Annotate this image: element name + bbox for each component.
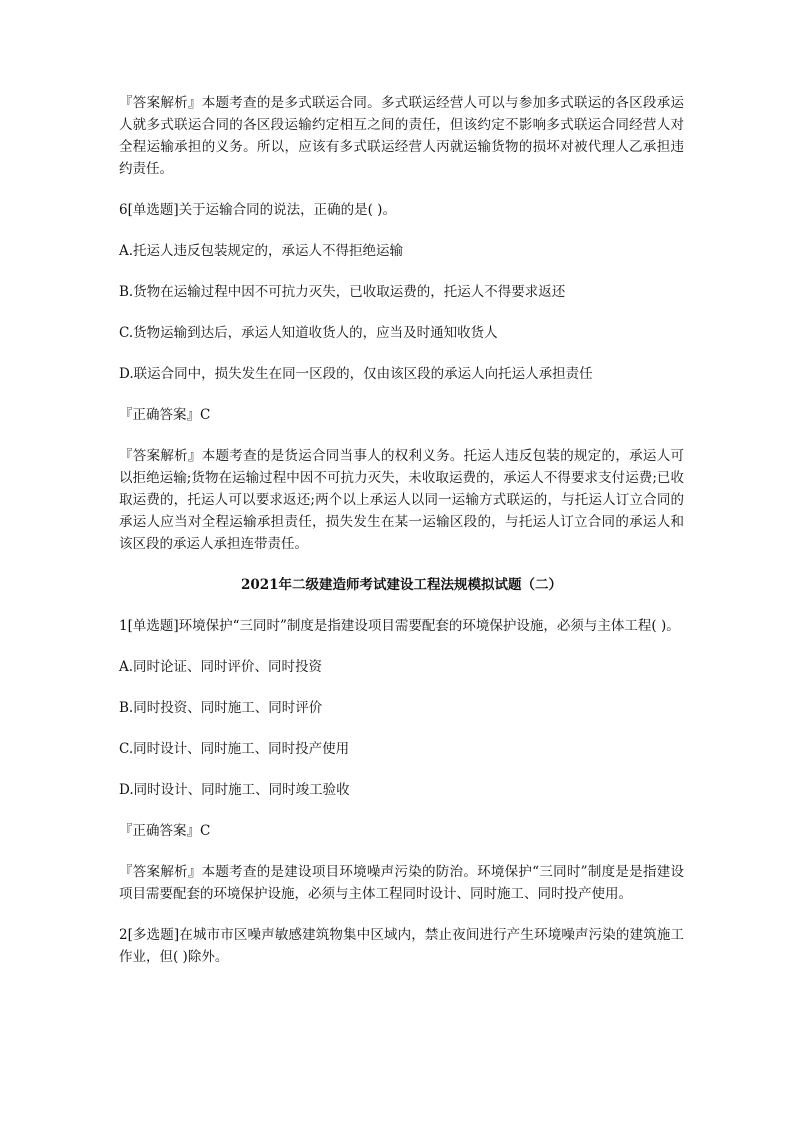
q1-option-b: B.同时投资、同时施工、同时评价 <box>119 700 323 716</box>
q1-option-a: A.同时论证、同时评价、同时投资 <box>119 659 323 675</box>
q6-option-b: B.货物在运输过程中因不可抗力灭失，已收取运费的，托运人不得要求返还 <box>119 284 566 300</box>
section-heading: 2021年二级建造师考试建设工程法规模拟试题（二） <box>240 577 563 593</box>
question-2: 2[多选题]在城市市区噪声敏感建筑物集中区域内，禁止夜间进行产生环境噪声污染的建筑施工作业，但( )除外。 <box>119 927 684 965</box>
q1-option-d: D.同时设计、同时施工、同时竣工验收 <box>119 782 350 798</box>
analysis-5: 『答案解析』本题考查的是多式联运合同。多式联运经营人可以与参加多式联运的各区段承运人就多式联运合同的各区段运输约定相互之间的责任，但该约定不影响多式联运合同经营人对全程运输承担的义务。所以，应该有多式联运经营人丙就运输货物的损坏对被代理人乙承担违约责任。 <box>119 95 684 177</box>
analysis-1: 『答案解析』本题考查的是建设项目环境噪声污染的防治。环境保护“三同时”制度是是指建设项目需要配套的环境保护设施，必须与主体工程同时设计、同时施工、同时投产使用。 <box>119 864 684 902</box>
q6-option-a: A.托运人违反包装规定的，承运人不得拒绝运输 <box>119 243 404 259</box>
question-1: 1[单选题]环境保护“三同时”制度是指建设项目需要配套的环境保护设施，必须与主体工程( )。 <box>119 618 680 634</box>
q1-option-c: C.同时设计、同时施工、同时投产使用 <box>119 741 350 757</box>
analysis-6: 『答案解析』本题考查的是货运合同当事人的权利义务。托运人违反包装的规定的，承运人可以拒绝运输;货物在运输过程中因不可抗力灭失，未收取运费的，承运人不得要求支付运费;已收取运费的，托运人可以要求返还;两个以上承运人以同一运输方式联运的，与托运人订立合同的承运人应当对全程运输承担责任，损失发生在某一运输区段的，与托运人订立合同的承运人和该区段的承运人承担连带责任。 <box>119 448 684 552</box>
document-page <box>119 92 684 987</box>
q6-option-c: C.货物运输到达后，承运人知道收货人的，应当及时通知收货人 <box>119 325 498 341</box>
q6-option-d: D.联运合同中，损失发生在同一区段的，仅由该区段的承运人向托运人承担责任 <box>119 366 593 382</box>
q6-answer: 『正确答案』C <box>119 407 211 423</box>
question-6: 6[单选题]关于运输合同的说法，正确的是( )。 <box>119 202 396 218</box>
q1-answer: 『正确答案』C <box>119 823 211 839</box>
